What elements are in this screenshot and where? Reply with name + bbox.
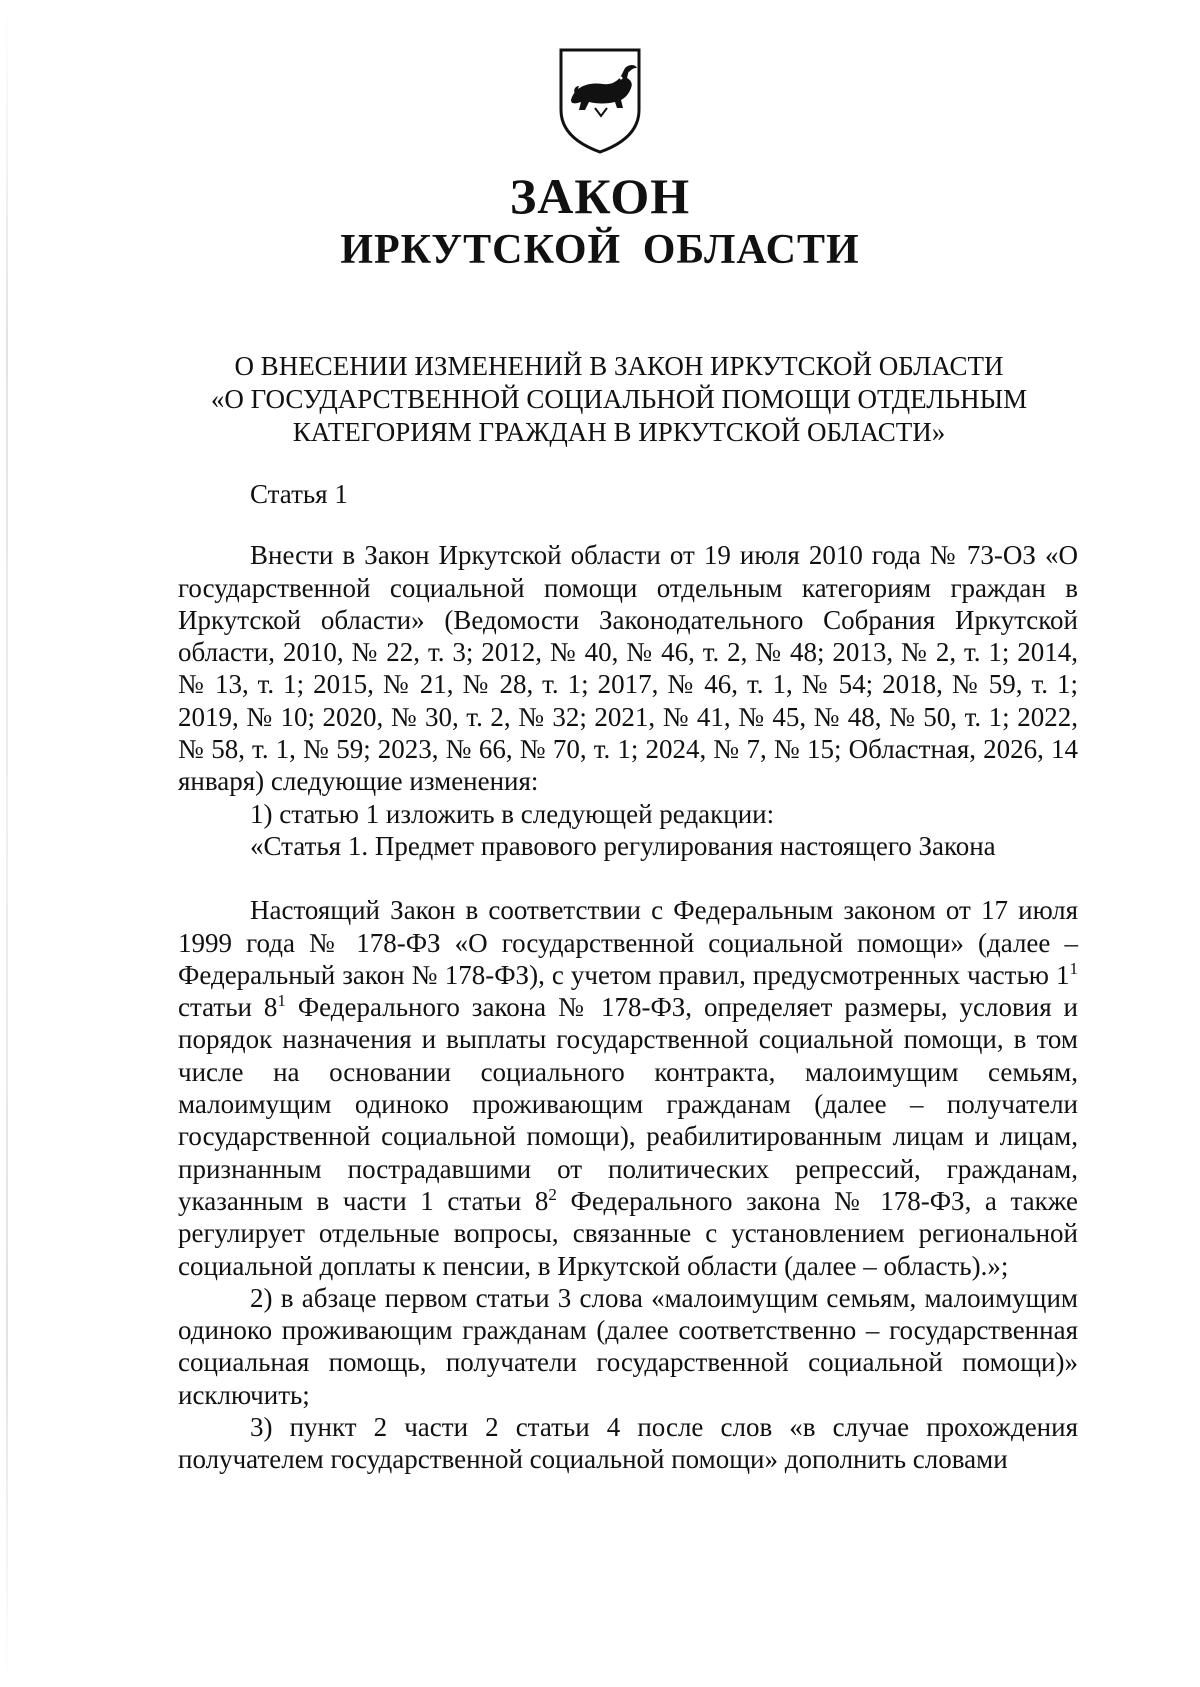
law-subject-paragraph xyxy=(178,894,1078,1282)
law-text-part: Настоящий Закон в соответствии с Федеральным законом от 17 июля 1999 года № 178-ФЗ «О государственной социальной помощи» (далее – Федеральный закон № 178-ФЗ), с учетом правил, предусмотренных частью 1 xyxy=(178,895,1078,990)
law-text-part: статьи 8 xyxy=(178,992,278,1023)
quoted-article-title: «Статья 1. Предмет правового регулирования настоящего Закона xyxy=(250,830,996,861)
document-subtitle: ИРКУТСКОЙ ОБЛАСТИ xyxy=(340,227,860,273)
heading-line: «О ГОСУДАРСТВЕННОЙ СОЦИАЛЬНОЙ ПОМОЩИ ОТДЕЛЬНЫМ xyxy=(210,384,1028,414)
intro-paragraph: Внести в Закон Иркутской области от 19 июля 2010 года № 73-ОЗ «О государственной социальной помощи отдельным категориям граждан в Иркутской области» (Ведомости Законодательного Собрания Иркутской области, 2010, № 22, т. 3; 2012, № 40, № 46, т. 2, № 48; 2013, № 2, т. 1; 2014, № 13, т. 1; 2015, № 21, № 28, т. 1; 2017, № 46, т. 1, № 54; 2018, № 59, т. 1; 2019, № 10; 2020, № 30, т. 2, № 32; 2021, № 41, № 45, № 48, № 50, т. 1; 2022, № 58, т. 1, № 59; 2023, № 66, № 70, т. 1; 2024, № 7, № 15; Областная, 2026, 14 января) следующие изменения: xyxy=(178,540,1078,797)
heading-line: КАТЕГОРИЯМ ГРАЖДАН В ИРКУТСКОЙ ОБЛАСТИ» xyxy=(292,417,946,447)
law-text-part: Федерального закона № 178-ФЗ, а также регулирует отдельные вопросы, связанные с установлением региональной социальной доплаты к пенсии, в Иркутской области (далее – область).»; xyxy=(178,1185,1078,1281)
superscript: 1 xyxy=(1069,958,1078,978)
irkutsk-coat-of-arms-icon xyxy=(555,46,645,156)
heading-line: О ВНЕСЕНИИ ИЗМЕНЕНИЙ В ЗАКОН ИРКУТСКОЙ ОБЛАСТИ xyxy=(234,351,1004,381)
amendment-item-1: 1) статью 1 изложить в следующей редакции: xyxy=(250,798,775,829)
document-body xyxy=(178,478,1078,1476)
amendment-item-2: 2) в абзаце первом статьи 3 слова «малоимущим семьям, малоимущим одиноко проживающим гражданам (далее соответственно – государственная социальная помощь, получатели государственной социальной помощи)» исключить; xyxy=(178,1282,1078,1410)
law-heading xyxy=(150,350,1088,449)
paragraph-gap xyxy=(178,862,1078,894)
article-label: Статья 1 xyxy=(250,479,348,509)
document-title: ЗАКОН xyxy=(509,168,691,224)
superscript: 2 xyxy=(548,1184,557,1204)
superscript: 1 xyxy=(277,991,286,1011)
amendment-item-3: 3) пункт 2 части 2 статьи 4 после слов «в случае прохождения получателем государственной социальной помощи» дополнить словами xyxy=(178,1412,1078,1475)
law-text-part: Федерального закона № 178-ФЗ, определяет размеры, условия и порядок назначения и выплаты государственной социальной помощи, в том числе на основании социального контракта, малоимущим семьям, малоимущим одиноко проживающим гражданам (далее – получатели государственной социальной помощи), реабилитированным лицам и лицам, признанным пострадавшими от политических репрессий, гражданам, указанным в части 1 статьи 8 xyxy=(178,992,1079,1216)
